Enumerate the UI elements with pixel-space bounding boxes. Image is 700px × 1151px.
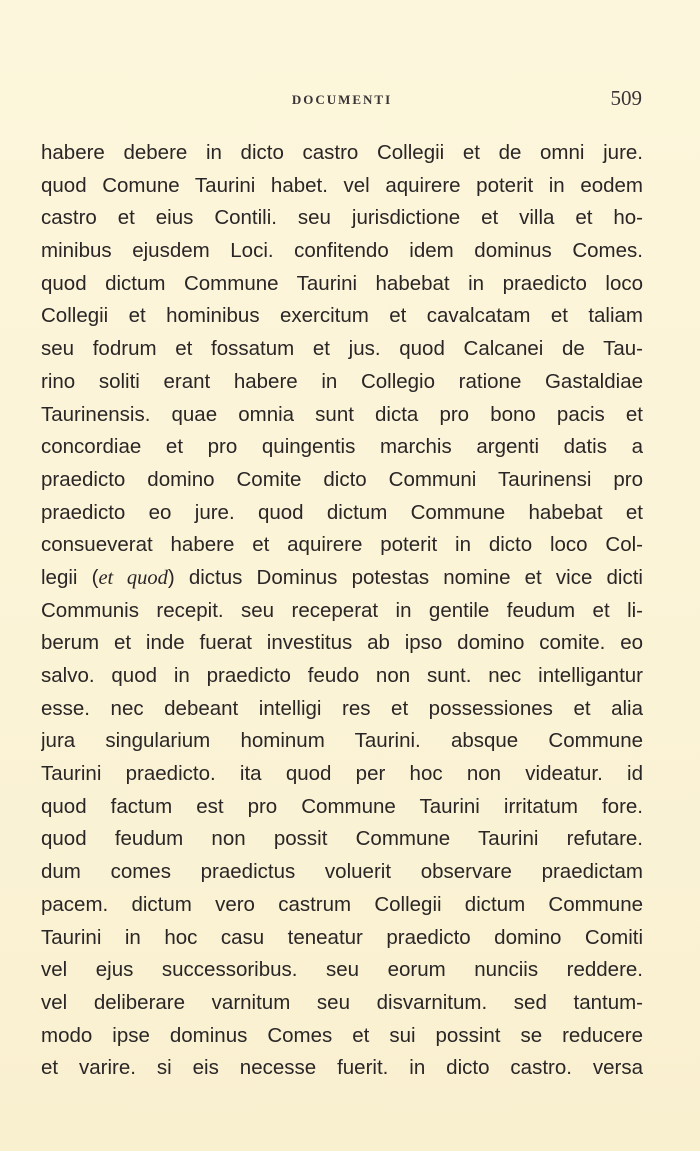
- text-line-26: vel ejus successoribus. seu eorum nunciis reddere.: [41, 958, 643, 982]
- text-line-10: concordiae et pro quingentis marchis argenti datis a: [41, 435, 643, 459]
- page-number: 509: [610, 86, 642, 110]
- text-line-13: consueverat habere et aquirere poterit in dicto loco Col-: [41, 533, 643, 557]
- text-line-20: Taurini praedicto. ita quod per hoc non videatur. id: [41, 762, 643, 786]
- text-line-18: esse. nec debeant intelligi res et possessiones et alia: [41, 696, 643, 720]
- text-line-2: quod Comune Taurini habet. vel aquirere poterit in eodem: [41, 173, 643, 197]
- italic-phrase: et quod: [98, 566, 168, 589]
- running-head: DOCUMENTI: [291, 92, 393, 107]
- text-line-21: quod factum est pro Commune Taurini irritatum fore.: [41, 794, 643, 818]
- text-line-19: jura singularium hominum Taurini. absque Commune: [41, 729, 643, 753]
- text-line-16: berum et inde fuerat investitus ab ipso domino comite. eo: [41, 631, 643, 655]
- text-line-24: pacem. dictum vero castrum Collegii dictum Commune: [41, 892, 643, 916]
- body-text: [41, 137, 643, 1085]
- text-line-4: minibus ejusdem Loci. confitendo idem dominus Comes.: [41, 239, 643, 263]
- text-line-12: praedicto eo jure. quod dictum Commune habebat et: [41, 500, 643, 524]
- text-line-15: Communis recepit. seu receperat in gentile feudum et li-: [41, 598, 643, 622]
- text-line-9: Taurinensis. quae omnia sunt dicta pro bono pacis et: [41, 402, 643, 426]
- text-line-3: castro et eius Contili. seu jurisdictione et villa et ho-: [41, 206, 643, 230]
- text-line-5: quod dictum Commune Taurini habebat in praedicto loco: [41, 271, 643, 295]
- text-line-11: praedicto domino Comite dicto Communi Taurinensi pro: [41, 467, 643, 491]
- text-line-8: rino soliti erant habere in Collegio ratione Gastaldiae: [41, 369, 643, 393]
- text-line-14-before: legii (: [41, 565, 99, 589]
- text-line-27: vel deliberare varnitum seu disvarnitum. sed tantum-: [41, 990, 643, 1014]
- page-header: [42, 86, 642, 114]
- text-line-14: [41, 562, 643, 595]
- text-line-23: dum comes praedictus voluerit observare praedictam: [41, 860, 643, 884]
- text-line-22: quod feudum non possit Commune Taurini refutare.: [41, 827, 643, 851]
- text-line-6: Collegii et hominibus exercitum et cavalcatam et taliam: [41, 304, 643, 328]
- text-line-29: et varire. si eis necesse fuerit. in dicto castro. versa: [41, 1056, 643, 1080]
- text-line-7: seu fodrum et fossatum et jus. quod Calcanei de Tau-: [41, 337, 643, 361]
- text-line-17: salvo. quod in praedicto feudo non sunt. nec intelligantur: [41, 664, 643, 687]
- text-line-25: Taurini in hoc casu teneatur praedicto domino Comiti: [41, 925, 643, 949]
- text-line-1: habere debere in dicto castro Collegii et de omni jure.: [41, 141, 643, 164]
- text-line-14-after: ) dictus Dominus potestas nomine et vice dicti: [167, 565, 643, 589]
- text-line-28: modo ipse dominus Comes et sui possint se reducere: [41, 1023, 643, 1047]
